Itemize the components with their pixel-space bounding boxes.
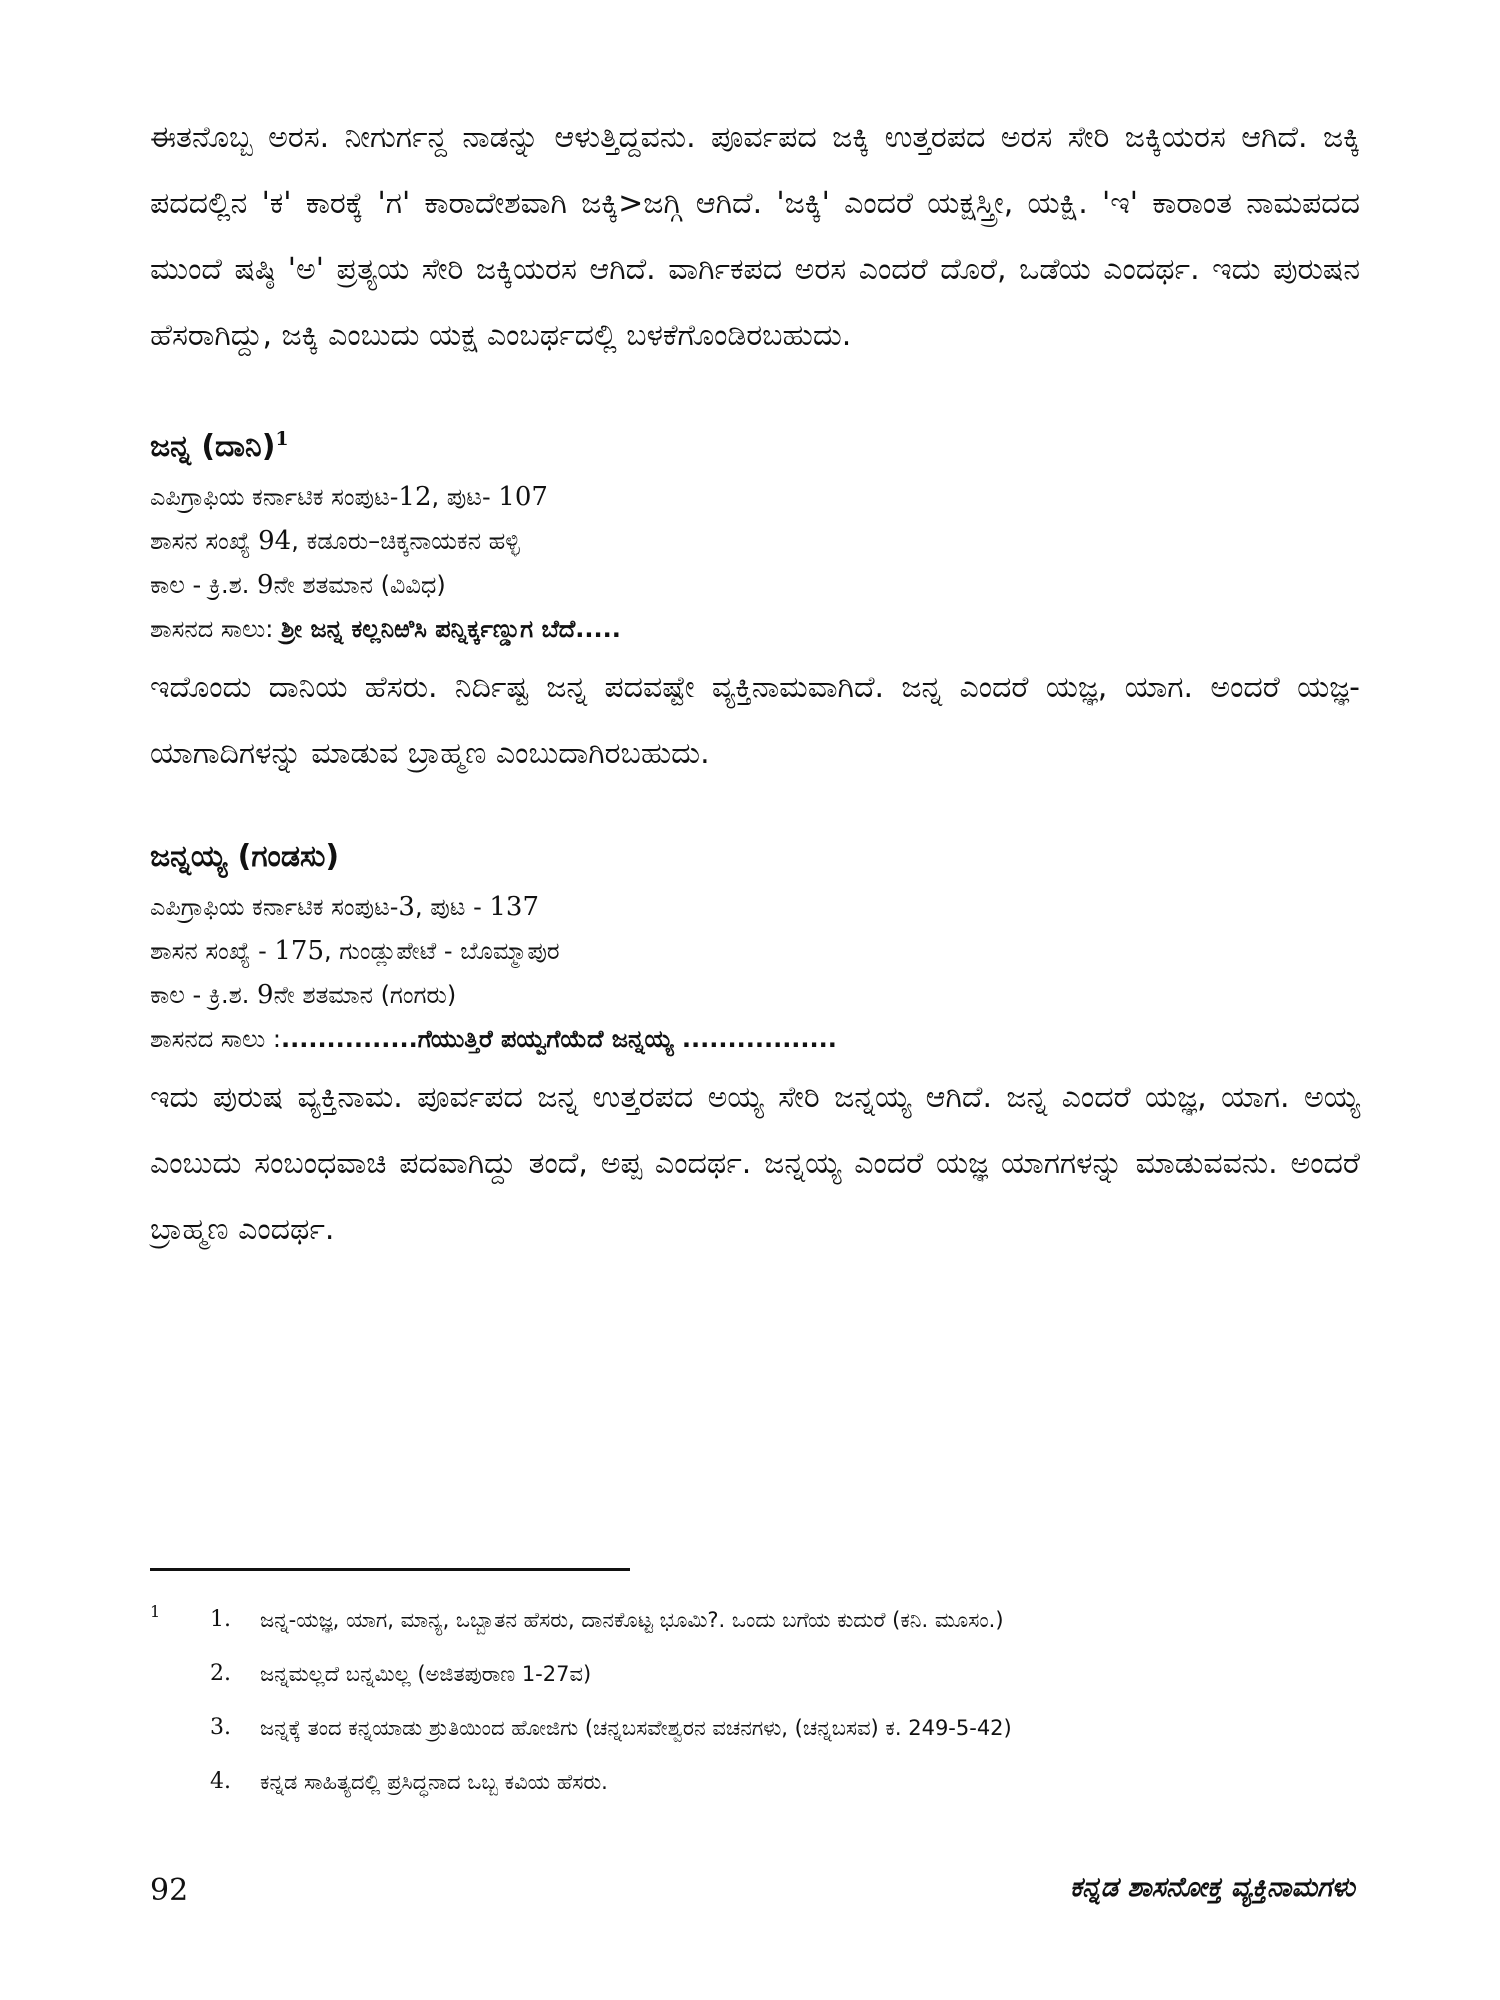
entry-title-text: ಜನ್ನ (ದಾನಿ) — [150, 429, 276, 464]
source-label: ಎಪಿಗ್ರಾಫಿಯ ಕರ್ನಾಟಿಕ ಸಂಪುಟ- — [150, 483, 399, 511]
inscription-text-line — [150, 1017, 1360, 1061]
period-label: ಕಾಲ - ಕ್ರಿ.ಶ. — [150, 981, 258, 1009]
inscription-text-line — [150, 607, 1360, 651]
entry-jannayya — [150, 835, 1360, 1263]
footnote-text: ಜನ್ನಮಲ್ಲದೆ ಬನ್ನಮಿಲ್ಲ (ಅಜಿತಪುರಾಣ 1-27ವ) — [260, 1662, 592, 1686]
footnote-item — [210, 1708, 1150, 1748]
line-label: ಶಾಸನದ ಸಾಲು : — [150, 1025, 281, 1053]
page-number: 92 — [150, 1873, 189, 1908]
source-page-label: , ಪುಟ - — [414, 893, 490, 921]
footnote-text: ಜನ್ನಕ್ಕೆ ತಂದ ಕನ್ನಯಾಡು ಶ್ರುತಿಯಿಂದ ಹೋಜಿಗು (ಚನ್ನಬಸವೇಶ್ವರನ ವಚನಗಳು, (ಚನ್ನಬಸವ) ಕ. 249-5-42) — [260, 1716, 1012, 1740]
inscription-label: ಶಾಸನ ಸಂಖ್ಯೆ — [150, 527, 259, 555]
source-page: 137 — [489, 892, 539, 922]
entry-title — [150, 835, 1360, 879]
line-text: ಶ್ರೀ ಜನ್ನ ಕಲ್ಲನಿಱಿಸಿ ಪನ್ನಿರ್ಕ್ಕಣ್ಡುಗ ಬೆದೆ..... — [280, 615, 621, 643]
source-volume: 3 — [398, 892, 415, 922]
footnote-item — [210, 1654, 1150, 1694]
footnote-divider — [150, 1568, 630, 1571]
period-line — [150, 563, 1360, 607]
footnote-number: 2. — [210, 1661, 231, 1686]
inscription-number: 94 — [258, 526, 292, 556]
intro-paragraph: ಈತನೊಬ್ಬ ಅರಸ. ನೀಗುರ್ಗನ್ದ ನಾಡನ್ನು ಆಳುತ್ತಿದ್ದವನು. ಪೂರ್ವಪದ ಜಕ್ಕಿ ಉತ್ತರಪದ ಅರಸ ಸೇರಿ ಜಕ್ಕಿಯರಸ ಆಗಿದೆ. ಜಕ್ಕಿ ಪದದಲ್ಲಿನ 'ಕ' ಕಾರಕ್ಕೆ 'ಗ' ಕಾರಾದೇಶವಾಗಿ ಜಕ್ಕಿ>ಜಗ್ಗಿ ಆಗಿದೆ. 'ಜಕ್ಕಿ' ಎಂದರೆ ಯಕ್ಷಸ್ತ್ರೀ, ಯಕ್ಷಿ. 'ಇ' ಕಾರಾಂತ ನಾಮಪದದ ಮುಂದೆ ಷಷ್ಠಿ 'ಅ' ಪ್ರತ್ಯಯ ಸೇರಿ ಜಕ್ಕಿಯರಸ ಆಗಿದೆ. ವಾರ್ಗಿಕಪದ ಅರಸ ಎಂದರೆ ದೊರೆ, ಒಡೆಯ ಎಂದರ್ಥ. ಇದು ಪುರುಷನ ಹೆಸರಾಗಿದ್ದು, ಜಕ್ಕಿ ಎಂಬುದು ಯಕ್ಷ ಎಂಬರ್ಥದಲ್ಲಿ ಬಳಕೆಗೊಂಡಿರಬಹುದು. — [150, 120, 1360, 353]
inscription-line — [150, 519, 1360, 563]
period-text: ನೇ ಶತಮಾನ (ವಿವಿಧ) — [273, 571, 446, 599]
footnote-item — [210, 1762, 1150, 1802]
inscription-place: , ಗುಂಡ್ಲುಪೇಟೆ - ಬೊಮ್ಮಾಪುರ — [324, 937, 560, 965]
footnotes — [150, 1600, 1150, 1816]
running-title: ಕನ್ನಡ ಶಾಸನೋಕ್ತ ವ್ಯಕ್ತಿನಾಮಗಳು — [1069, 1872, 1355, 1903]
period-label: ಕಾಲ - ಕ್ರಿ.ಶ. — [150, 571, 258, 599]
entry-body: ಇದು ಪುರುಷ ವ್ಯಕ್ತಿನಾಮ. ಪೂರ್ವಪದ ಜನ್ನ ಉತ್ತರಪದ ಅಯ್ಯ ಸೇರಿ ಜನ್ನಯ್ಯ ಆಗಿದೆ. ಜನ್ನ ಎಂದರೆ ಯಜ್ಞ, ಯಾಗ. ಅಯ್ಯ ಎಂಬುದು ಸಂಬಂಧವಾಚಿ ಪದವಾಗಿದ್ದು ತಂದೆ, ಅಪ್ಪ ಎಂದರ್ಥ. ಜನ್ನಯ್ಯ ಎಂದರೆ ಯಜ್ಞ ಯಾಗಗಳನ್ನು ಮಾಡುವವನು. ಅಂದರೆ ಬ್ರಾಹ್ಮಣ ಎಂದರ್ಥ. — [150, 1080, 1360, 1247]
inscription-number: 175 — [274, 936, 325, 966]
inscription-place: , ಕಡೂರು–ಚಿಕ್ಕನಾಯಕನ ಹಳ್ಳಿ — [291, 527, 520, 555]
source-line — [150, 475, 1360, 519]
inscription-line — [150, 929, 1360, 973]
period-line — [150, 973, 1360, 1017]
source-line — [150, 885, 1360, 929]
source-page-label: , ಪುಟ- — [431, 483, 499, 511]
line-label: ಶಾಸನದ ಸಾಲು: — [150, 615, 281, 643]
entry-title — [150, 417, 1360, 469]
footnote-number: 4. — [210, 1769, 231, 1794]
footnote-item — [210, 1600, 1150, 1640]
footnote-number: 3. — [210, 1715, 231, 1740]
source-volume: 12 — [398, 482, 432, 512]
source-label: ಎಪಿಗ್ರಾಫಿಯ ಕರ್ನಾಟಿಕ ಸಂಪುಟ- — [150, 893, 399, 921]
footnote-text: ಜನ್ನ-ಯಜ್ಞ, ಯಾಗ, ಮಾನ್ಯ, ಒಬ್ಬಾತನ ಹೆಸರು, ದಾನಕೊಟ್ಟ ಭೂಮಿ?. ಒಂದು ಬಗೆಯ ಕುದುರೆ (ಕನಿ. ಮೂಸಂ.) — [260, 1608, 1004, 1632]
source-page: 107 — [498, 482, 548, 512]
page-content — [150, 105, 1360, 1263]
footnote-number: 1. — [210, 1607, 231, 1632]
entry-body: ಇದೊಂದು ದಾನಿಯ ಹೆಸರು. ನಿರ್ದಿಷ್ಟ ಜನ್ನ ಪದವಷ್ಟೇ ವ್ಯಕ್ತಿನಾಮವಾಗಿದೆ. ಜನ್ನ ಎಂದರೆ ಯಜ್ಞ, ಯಾಗ. ಅಂದರೆ ಯಜ್ಞ-ಯಾಗಾದಿಗಳನ್ನು ಮಾಡುವ ಬ್ರಾಹ್ಮಣ ಎಂಬುದಾಗಿರಬಹುದು. — [150, 670, 1360, 771]
entry-janna — [150, 417, 1360, 787]
entry-title-text: ಜನ್ನಯ್ಯ (ಗಂಡಸು) — [150, 839, 340, 874]
footnote-ref: 1 — [275, 428, 289, 450]
inscription-label: ಶಾಸನ ಸಂಖ್ಯೆ - — [150, 937, 275, 965]
period-text: ನೇ ಶತಮಾನ (ಗಂಗರು) — [273, 981, 457, 1009]
footnote-text: ಕನ್ನಡ ಸಾಹಿತ್ಯದಲ್ಲಿ ಪ್ರಸಿದ್ಧನಾದ ಒಬ್ಬ ಕವಿಯ ಹೆಸರು. — [260, 1770, 608, 1794]
period-number: 9 — [257, 570, 274, 600]
period-number: 9 — [257, 980, 274, 1010]
line-text: ...............ಗೆಯುತ್ತಿರೆ ಪಯ್ವಗೆಯೆದೆ ಜನ್ನಯ್ಯ ................. — [280, 1025, 837, 1053]
footnote-marker: 1 — [150, 1602, 161, 1621]
